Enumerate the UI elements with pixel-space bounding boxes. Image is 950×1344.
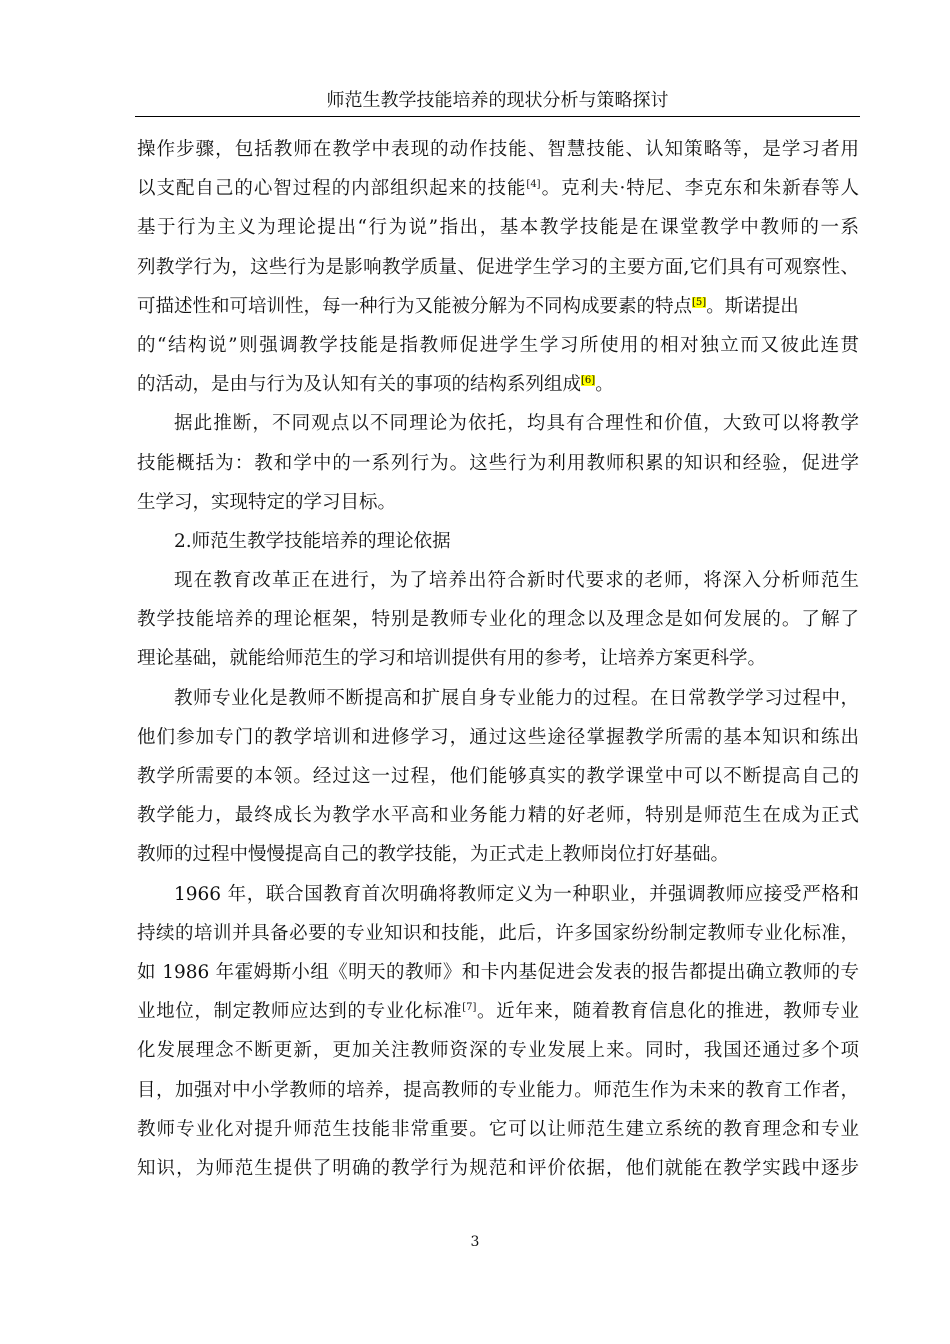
body-text — [137, 130, 859, 1188]
citation-reference[interactable]: [4] — [526, 179, 541, 191]
citation-reference[interactable]: [7] — [462, 1001, 477, 1013]
text-line: 基于行为主义为理论提出“行为说”指出，基本教学技能是在课堂教学中教师的一系 — [137, 217, 859, 239]
text-run: 。克利夫·特尼、李克东和朱新春等人 — [540, 178, 859, 200]
running-header: 师范生教学技能培养的现状分析与策略探讨 — [135, 88, 860, 117]
text-line: 操作步骤，包括教师在教学中表现的动作技能、智慧技能、认知策略等，是学习者用 — [137, 139, 859, 160]
text-line: 列教学行为，这些行为是影响教学质量、促进学生学习的主要方面,它们具有可观察性、 — [137, 256, 859, 278]
text-line: 他们参加专门的教学培训和进修学习，通过这些途径掌握教学所需的基本知识和练出 — [137, 726, 859, 748]
text-line: 技能概括为：教和学中的一系列行为。这些行为利用教师积累的知识和经验，促进学 — [137, 452, 859, 474]
text-line: 理论基础，就能给师范生的学习和培训提供有用的参考，让培养方案更科学。 — [137, 648, 767, 670]
text-run: 。近年来，随着教育信息化的推进，教师专业 — [476, 1001, 859, 1023]
citation-reference[interactable]: [5] — [692, 296, 707, 308]
text-line: 知识，为师范生提供了明确的教学行为规范和评价依据，他们就能在教学实践中逐步 — [137, 1157, 859, 1179]
text-line — [137, 992, 859, 1031]
text-line: 化发展理念不断更新，更加关注教师资深的专业发展上来。同时，我国还通过多个项 — [137, 1040, 859, 1062]
text-line: 教学技能培养的理论框架，特别是教师专业化的理念以及理念是如何发展的。了解了 — [137, 609, 859, 631]
text-line: 目，加强对中小学教师的培养，提高教师的专业能力。师范生作为未来的教育工作者， — [137, 1079, 859, 1101]
text-run: 的活动，是由与行为及认知有关的事项的结构系列组成 — [137, 374, 582, 396]
page-number: 3 — [470, 1234, 480, 1250]
text-run: 。斯诺提出 — [706, 295, 799, 317]
text-line: 1966 年，联合国教育首次明确将教师定义为一种职业，并强调教师应接受严格和 — [174, 883, 859, 905]
text-run: 。 — [595, 374, 614, 396]
text-line: 教学所需要的本领。经过这一过程，他们能够真实的教学课堂中可以不断提高自己的 — [137, 766, 859, 787]
text-line — [137, 365, 859, 404]
text-line: 教师专业化是教师不断提高和扩展自身专业能力的过程。在日常教学学习过程中， — [174, 687, 859, 709]
text-line: 的“结构说”则强调教学技能是指教师促进学生学习所使用的相对独立而又彼此连贯 — [137, 334, 859, 356]
text-line: 据此推断，不同观点以不同理论为依托，均具有合理性和价值，大致可以将教学 — [174, 413, 859, 435]
text-line: 持续的培训并具备必要的专业知识和技能，此后，许多国家纷纷制定教师专业化标准， — [137, 922, 859, 944]
text-line: 教师的过程中慢慢提高自己的教学技能，为正式走上教师岗位打好基础。 — [137, 844, 730, 866]
text-line — [137, 169, 859, 208]
text-line: 生学习，实现特定的学习目标。 — [137, 491, 397, 513]
citation-reference[interactable]: [6] — [581, 374, 596, 386]
text-line: 教师专业化对提升师范生技能非常重要。它可以让师范生建立系统的教育理念和专业 — [137, 1118, 859, 1140]
text-run: 可描述性和可培训性，每一种行为又能被分解为不同构成要素的特点 — [137, 295, 693, 317]
section-heading: 2.师范生教学技能培养的理论依据 — [174, 530, 451, 552]
text-line: 如 1986 年霍姆斯小组《明天的教师》和卡内基促进会发表的报告都提出确立教师的专 — [137, 961, 859, 983]
text-line: 教学能力，最终成长为教学水平高和业务能力精的好老师，特别是师范生在成为正式 — [137, 805, 859, 827]
text-line: 现在教育改革正在进行，为了培养出符合新时代要求的老师，将深入分析师范生 — [174, 570, 859, 592]
text-run: 业地位，制定教师应达到的专业化标准 — [137, 1001, 463, 1023]
text-run: 以支配自己的心智过程的内部组织起来的技能 — [137, 178, 527, 200]
text-line — [137, 287, 859, 326]
